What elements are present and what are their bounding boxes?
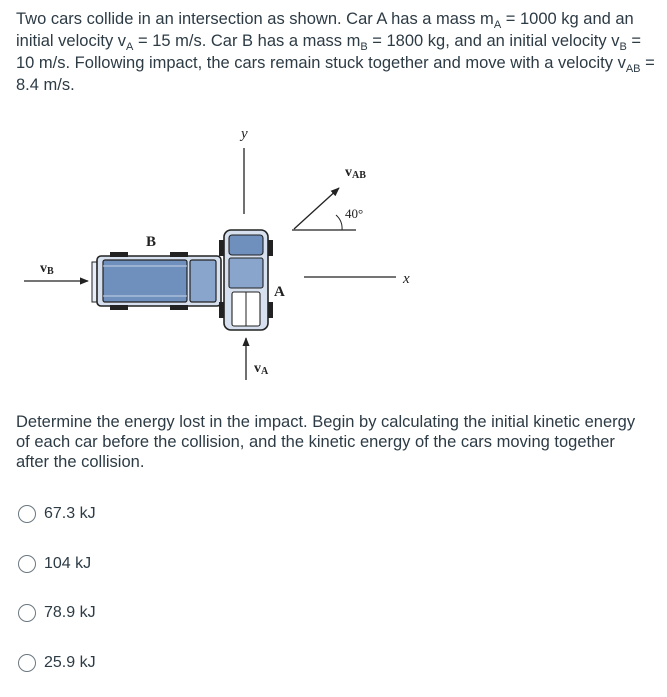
problem-text-2: = 1000 kg and an initial velocity v xyxy=(16,10,634,50)
subscript-mB: B xyxy=(360,41,368,53)
problem-text-3: = 15 m/s. Car B has a mass m xyxy=(133,32,361,50)
car-a-label: A xyxy=(274,284,285,300)
subscript-vA: A xyxy=(126,41,134,53)
problem-text-4: = 1800 kg, and an initial velocity v xyxy=(367,32,620,50)
option-label: 25.9 kJ xyxy=(44,654,96,671)
problem-text-1: Two cars collide in an intersection as shown. Car A has a mass m xyxy=(16,10,494,28)
x-axis-label: x xyxy=(403,271,410,287)
option-label: 78.9 kJ xyxy=(44,604,96,621)
subscript-vAB: AB xyxy=(625,63,641,75)
problem-text-6: = 8.4 m/s. xyxy=(16,54,655,94)
angle-label: 40° xyxy=(345,206,364,221)
subscript-mA: A xyxy=(493,19,502,31)
option-1[interactable] xyxy=(18,505,96,523)
radio-button[interactable] xyxy=(18,555,36,573)
collision-diagram xyxy=(0,118,420,388)
option-label: 67.3 kJ xyxy=(44,505,96,522)
option-3[interactable] xyxy=(18,604,96,622)
question-text: Determine the energy lost in the impact. Begin by calculating the initial kinetic energy of each car before the collision, and the kinetic energy of the cars moving together after the collision. xyxy=(16,413,636,471)
option-2[interactable] xyxy=(18,555,91,573)
problem-statement xyxy=(16,8,660,96)
car-b xyxy=(92,252,221,310)
va-label: vA xyxy=(254,361,269,377)
option-label: 104 kJ xyxy=(44,555,92,572)
car-b-label: B xyxy=(146,234,157,250)
y-axis-label: y xyxy=(241,126,248,142)
radio-button[interactable] xyxy=(18,654,36,672)
radio-button[interactable] xyxy=(18,604,36,622)
angle-arc xyxy=(336,215,342,230)
vb-label: vB xyxy=(40,261,54,277)
problem-text-5: = 10 m/s. Following impact, the cars remain stuck together and move with a velocity v xyxy=(16,32,642,72)
radio-button[interactable] xyxy=(18,505,36,523)
car-a xyxy=(219,230,273,330)
option-4[interactable] xyxy=(18,654,96,672)
vab-label: vAB xyxy=(345,165,366,181)
vab-arrow xyxy=(294,188,339,229)
subscript-vB: B xyxy=(619,41,627,53)
